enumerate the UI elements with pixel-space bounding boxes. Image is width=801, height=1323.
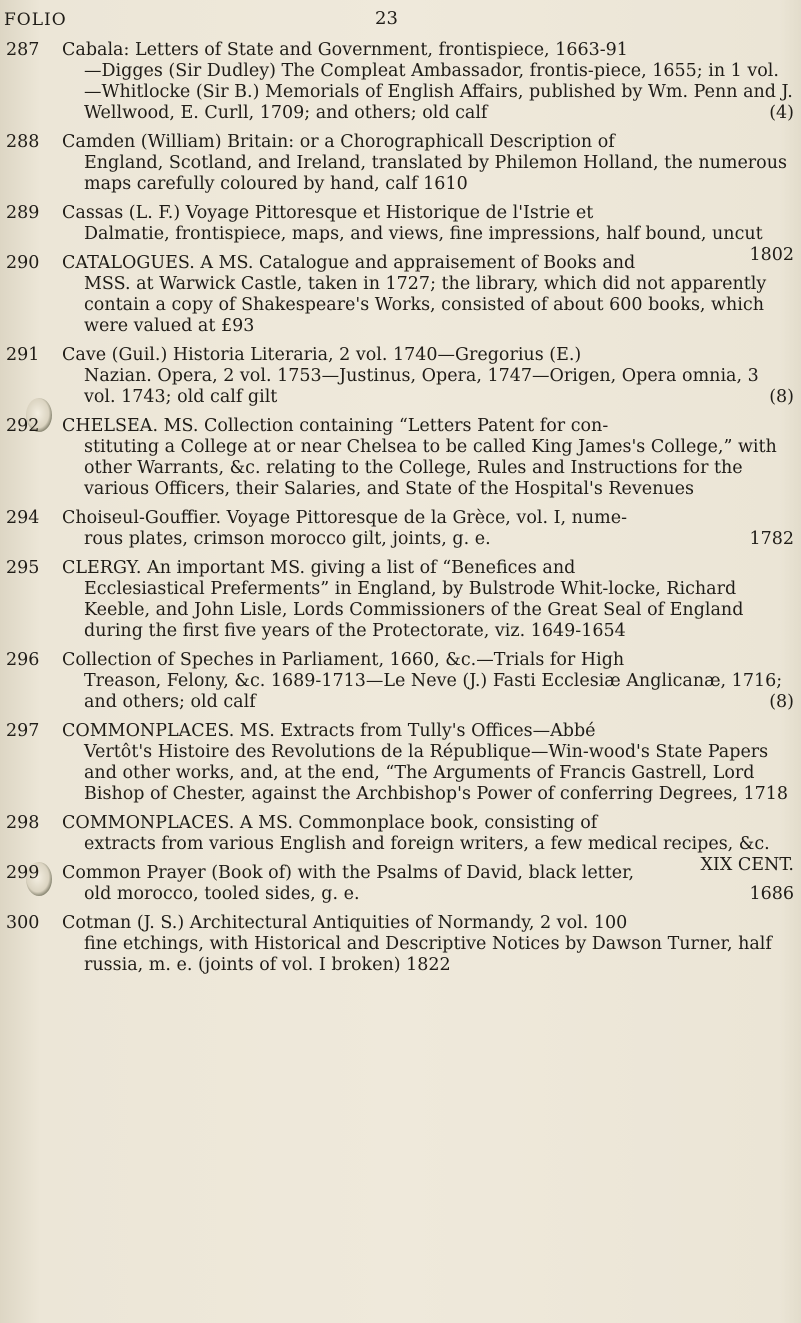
lot-description-first-line: Cassas (L. F.) Voyage Pittoresque et Historique de l'Istrie et bbox=[62, 203, 594, 223]
lot-description-continuation: Vertôt's Histoire des Revolutions de la République—Win-wood's State Papers and other works, and, at the end, “The Arguments of Francis Gastrell, Lord Bishop of Chester, against the Archbishop's Power of conferring Degrees, 1718 bbox=[84, 742, 789, 804]
lot-description bbox=[62, 416, 794, 500]
lot-description bbox=[62, 40, 794, 124]
lot-description-continuation: fine etchings, with Historical and Descriptive Notices by Dawson Turner, half russia, m. e. (joints of vol. I broken) 1822 bbox=[84, 934, 772, 975]
lot-date-or-count: (4) bbox=[769, 103, 794, 123]
lot-date-or-count: (8) bbox=[769, 387, 794, 407]
lot-list bbox=[0, 40, 801, 984]
lot-description bbox=[62, 650, 794, 713]
lot-description-first-line: CHELSEA. MS. Collection containing “Letters Patent for con- bbox=[62, 416, 609, 436]
lot-date-or-count: (8) bbox=[769, 692, 794, 712]
lot-description-continuation: —Digges (Sir Dudley) The Compleat Ambassador, frontis-piece, 1655; in 1 vol.—Whitlocke (Sir B.) Memorials of English Affairs, published by Wm. Penn and J. Wellwood, E. Curll, 1709; and others; old calf (4) bbox=[84, 61, 794, 123]
lot-number: 297 bbox=[6, 721, 40, 741]
lot-description bbox=[62, 721, 794, 805]
lot-description-continuation: extracts from various English and foreign writers, a few medical recipes, &c. XIX CENT. bbox=[84, 834, 794, 875]
lot-number: 299 bbox=[6, 863, 40, 883]
lot-description-first-line: CLERGY. An important MS. giving a list of “Benefices and bbox=[62, 558, 576, 578]
lot-description bbox=[62, 508, 794, 550]
lot-number: 294 bbox=[6, 508, 40, 528]
lot-description-continuation: Nazian. Opera, 2 vol. 1753—Justinus, Opera, 1747—Origen, Opera omnia, 3 vol. 1743; old calf gilt (8) bbox=[84, 366, 794, 407]
lot-entry bbox=[0, 416, 801, 500]
lot-number: 300 bbox=[6, 913, 40, 933]
lot-entry bbox=[0, 40, 801, 124]
lot-description-continuation: MSS. at Warwick Castle, taken in 1727; the library, which did not apparently contain a copy of Shakespeare's Works, consisted of about 600 books, which were valued at £93 bbox=[84, 274, 767, 336]
folio-label: FOLIO bbox=[4, 10, 67, 30]
lot-description-continuation: Treason, Felony, &c. 1689-1713—Le Neve (J.) Fasti Ecclesiæ Anglicanæ, 1716; and others; old calf (8) bbox=[84, 671, 794, 712]
lot-number: 289 bbox=[6, 203, 40, 223]
page-number: 23 bbox=[375, 8, 398, 29]
lot-description-first-line: Choiseul-Gouffier. Voyage Pittoresque de la Grèce, vol. I, nume- bbox=[62, 508, 628, 528]
lot-number: 290 bbox=[6, 253, 40, 273]
lot-date-or-count: 1802 bbox=[749, 245, 794, 265]
lot-description-continuation: Dalmatie, frontispiece, maps, and views, fine impressions, half bound, uncut 1802 bbox=[84, 224, 794, 265]
lot-description-first-line: COMMONPLACES. A MS. Commonplace book, consisting of bbox=[62, 813, 598, 833]
lot-entry bbox=[0, 558, 801, 642]
lot-description-first-line: Cave (Guil.) Historia Literaria, 2 vol. 1740—Gregorius (E.) bbox=[62, 345, 582, 365]
lot-description-first-line: CATALOGUES. A MS. Catalogue and appraisement of Books and bbox=[62, 253, 636, 273]
lot-number: 292 bbox=[6, 416, 40, 436]
lot-entry bbox=[0, 650, 801, 713]
lot-number: 291 bbox=[6, 345, 40, 365]
lot-date-or-count: 1782 bbox=[749, 529, 794, 549]
lot-description-first-line: Collection of Speches in Parliament, 1660, &c.—Trials for High bbox=[62, 650, 625, 670]
lot-entry bbox=[0, 721, 801, 805]
lot-number: 287 bbox=[6, 40, 40, 60]
lot-description bbox=[62, 558, 794, 642]
lot-number: 296 bbox=[6, 650, 40, 670]
lot-description bbox=[62, 863, 794, 905]
lot-entry bbox=[0, 863, 801, 905]
lot-description-continuation: Ecclesiastical Preferments” in England, by Bulstrode Whit-locke, Richard Keeble, and John Lisle, Lords Commissioners of the Great Seal of England during the first five years of the Protectorate, viz. 1649-1654 bbox=[84, 579, 744, 641]
lot-description bbox=[62, 253, 794, 337]
lot-entry bbox=[0, 508, 801, 550]
lot-entry bbox=[0, 132, 801, 195]
lot-description bbox=[62, 913, 794, 976]
lot-number: 298 bbox=[6, 813, 40, 833]
page-header bbox=[0, 6, 801, 32]
lot-description-continuation: old morocco, tooled sides, g. e. 1686 bbox=[84, 884, 794, 904]
lot-description bbox=[62, 132, 794, 195]
lot-description-first-line: Camden (William) Britain: or a Chorographicall Description of bbox=[62, 132, 615, 152]
lot-entry bbox=[0, 913, 801, 976]
lot-date-or-count: 1686 bbox=[749, 884, 794, 904]
lot-description-first-line: Common Prayer (Book of) with the Psalms of David, black letter, bbox=[62, 863, 635, 883]
lot-number: 288 bbox=[6, 132, 40, 152]
lot-description-first-line: Cabala: Letters of State and Government, frontispiece, 1663-91 bbox=[62, 40, 628, 60]
lot-entry bbox=[0, 253, 801, 337]
lot-description-continuation: England, Scotland, and Ireland, translated by Philemon Holland, the numerous maps carefully coloured by hand, calf 1610 bbox=[84, 153, 787, 194]
lot-description-continuation: stituting a College at or near Chelsea to be called King James's College,” with other Warrants, &c. relating to the College, Rules and Instructions for the various Officers, their Salaries, and State of the Hospital's Revenues bbox=[84, 437, 777, 499]
lot-number: 295 bbox=[6, 558, 40, 578]
lot-description bbox=[62, 345, 794, 408]
lot-description-first-line: COMMONPLACES. MS. Extracts from Tully's Offices—Abbé bbox=[62, 721, 596, 741]
lot-entry bbox=[0, 345, 801, 408]
lot-date-or-count: XIX CENT. bbox=[700, 855, 794, 875]
lot-description-first-line: Cotman (J. S.) Architectural Antiquities of Normandy, 2 vol. 100 bbox=[62, 913, 628, 933]
lot-description-continuation: rous plates, crimson morocco gilt, joints, g. e. 1782 bbox=[84, 529, 794, 549]
